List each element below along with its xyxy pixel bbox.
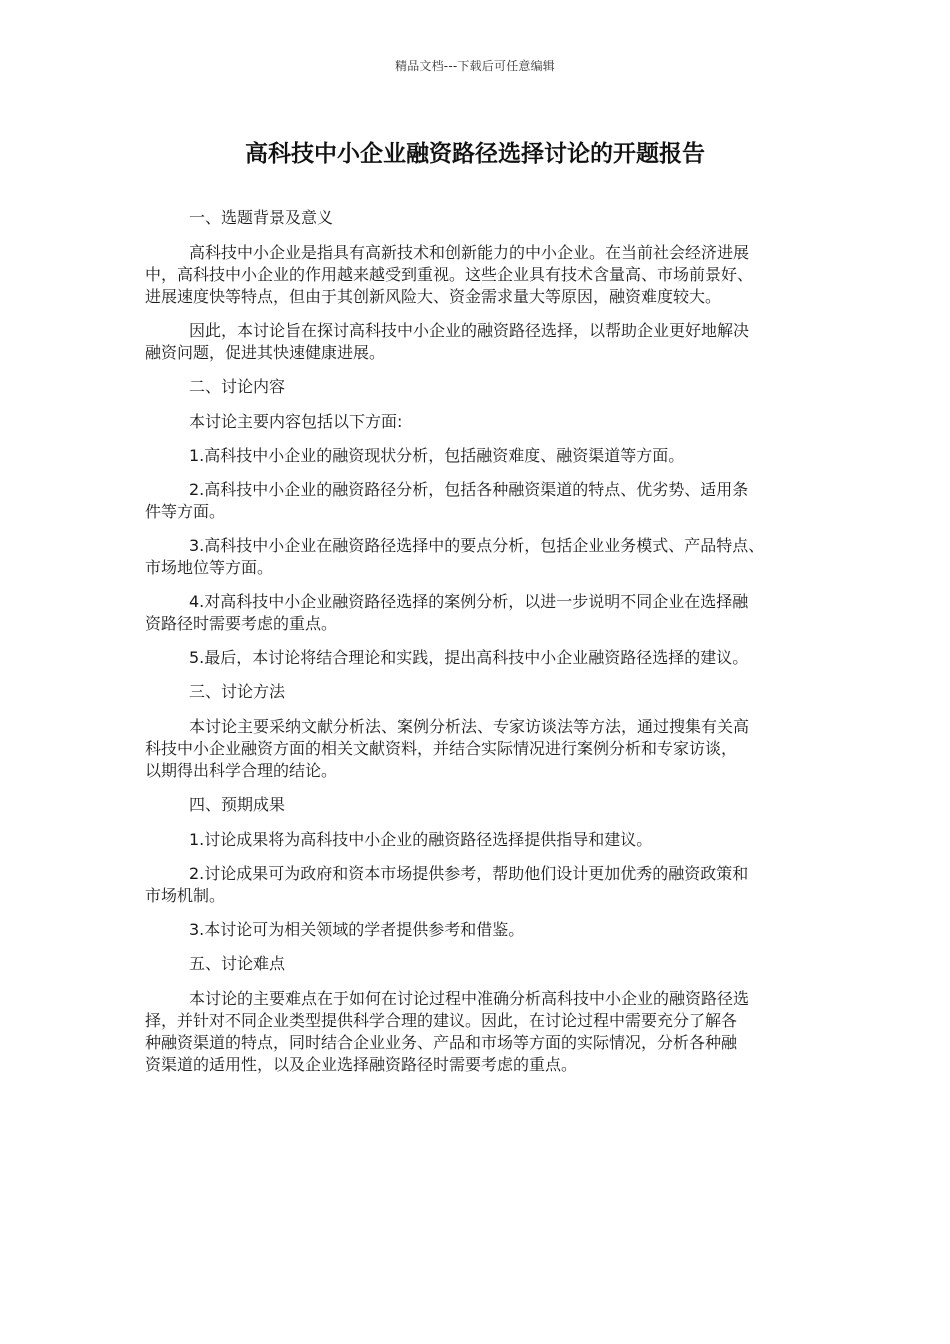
paragraph-method: 本讨论主要采纳文献分析法、案例分析法、专家访谈法等方法，通过搜集有关高 科技中小企业融资方面的相关文献资料，并结合实际情况进行案例分析和专家访谈， 以期得出科学合理的结论。 bbox=[145, 717, 750, 780]
list-item-outcome-3: 3.本讨论可为相关领域的学者提供参考和借鉴。 bbox=[189, 920, 525, 939]
list-item-outcome-2: 2.讨论成果可为政府和资本市场提供参考，帮助他们设计更加优秀的融资政策和 市场机制。 bbox=[145, 864, 749, 905]
section-heading-content: 二、讨论内容 bbox=[189, 377, 286, 396]
list-item-content-4: 4.对高科技中小企业融资路径选择的案例分析，以进一步说明不同企业在选择融 资路径时需要考虑的重点。 bbox=[145, 592, 749, 633]
header-note: 精品文档---下载后可任意编辑 bbox=[395, 59, 555, 73]
document-title: 高科技中小企业融资路径选择讨论的开题报告 bbox=[245, 141, 705, 167]
list-item-content-5: 5.最后，本讨论将结合理论和实践，提出高科技中小企业融资路径选择的建议。 bbox=[189, 648, 749, 667]
paragraph-content-intro: 本讨论主要内容包括以下方面: bbox=[189, 412, 403, 431]
list-item-content-2: 2.高科技中小企业的融资路径分析，包括各种融资渠道的特点、优劣势、适用条 件等方面。 bbox=[145, 480, 749, 521]
paragraph-difficulties: 本讨论的主要难点在于如何在讨论过程中准确分析高科技中小企业的融资路径选 择，并针对不同企业类型提供科学合理的建议。因此，在讨论过程中需要充分了解各 种融资渠道的特点，同时结合企业业务、产品和市场等方面的实际情况，分析各种融 资渠道的适用性，以及企业选择融资路径时需要考虑的重点。 bbox=[145, 989, 750, 1074]
section-heading-difficulties: 五、讨论难点 bbox=[189, 954, 286, 973]
document-body bbox=[145, 207, 813, 1088]
list-item-content-3: 3.高科技中小企业在融资路径选择中的要点分析，包括企业业务模式、产品特点、 市场地位等方面。 bbox=[145, 536, 765, 577]
section-heading-outcomes: 四、预期成果 bbox=[189, 795, 286, 814]
section-heading-background: 一、选题背景及意义 bbox=[189, 208, 334, 227]
paragraph-purpose: 因此，本讨论旨在探讨高科技中小企业的融资路径选择，以帮助企业更好地解决 融资问题，促进其快速健康进展。 bbox=[145, 321, 750, 362]
list-item-content-1: 1.高科技中小企业的融资现状分析，包括融资难度、融资渠道等方面。 bbox=[189, 446, 685, 465]
list-item-outcome-1: 1.讨论成果将为高科技中小企业的融资路径选择提供指导和建议。 bbox=[189, 830, 653, 849]
paragraph-background: 高科技中小企业是指具有高新技术和创新能力的中小企业。在当前社会经济进展 中，高科技中小企业的作用越来越受到重视。这些企业具有技术含量高、市场前景好、 进展速度快等特点，但由于其创新风险大、资金需求量大等原因，融资难度较大。 bbox=[145, 243, 754, 306]
section-heading-method: 三、讨论方法 bbox=[189, 682, 286, 701]
